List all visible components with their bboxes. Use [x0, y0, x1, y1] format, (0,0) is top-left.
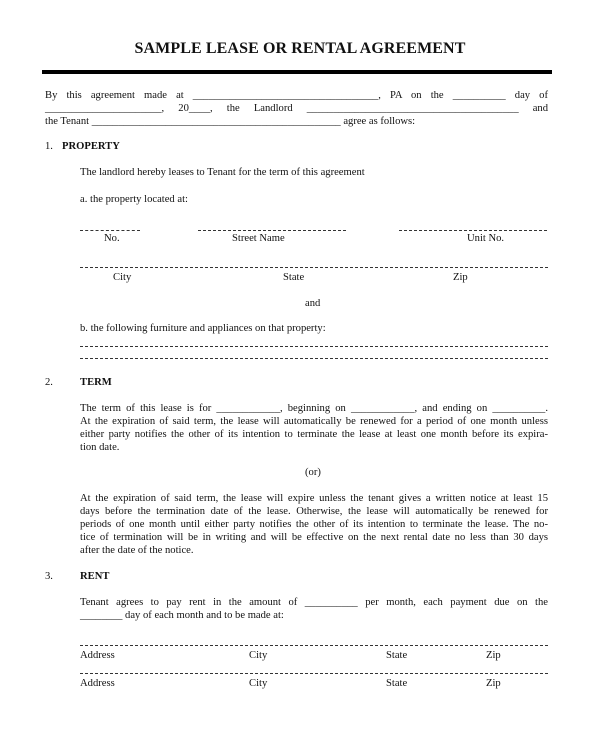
- label-address-2: Address: [80, 678, 115, 689]
- section-3-number: 3.: [45, 571, 53, 582]
- section-3-heading: RENT: [80, 571, 110, 582]
- intro-line-3: the Tenant _______________________________________________ agree as follows:: [45, 116, 416, 127]
- label-state-2: State: [386, 678, 408, 689]
- term-p1-line-3: either party notifies the other of its intention to terminate the lease at least one month before its expira-: [80, 429, 548, 440]
- no-blank-line[interactable]: [80, 230, 140, 231]
- furniture-blank-line-1[interactable]: [80, 346, 548, 347]
- section-1-heading: PROPERTY: [62, 141, 120, 152]
- term-p2-line-4: tice of termination will be in writing and will be effective on the next rental date no less than 30 days: [80, 532, 548, 543]
- term-p1-line-2: At the expiration of said term, the lease will automatically be renewed for a period of one month unless: [80, 416, 548, 427]
- rent-line-2: ________ day of each month and to be made at:: [80, 610, 284, 621]
- rent-line-1: Tenant agrees to pay rent in the amount of __________ per month, each payment due on the: [80, 597, 548, 608]
- city-state-zip-blank-line[interactable]: [80, 267, 548, 268]
- label-state-1: State: [386, 650, 408, 661]
- label-street-name: Street Name: [232, 233, 285, 244]
- label-city-1: City: [249, 650, 268, 661]
- section-2-heading: TERM: [80, 377, 112, 388]
- term-p1-line-4: tion date.: [80, 442, 120, 453]
- street-blank-line[interactable]: [198, 230, 346, 231]
- and-text: and: [305, 298, 321, 309]
- label-state: State: [283, 272, 305, 283]
- term-p2-line-5: after the date of the notice.: [80, 545, 194, 556]
- term-p2-line-3: periods of one month until either party notifies the other of its intention to terminate the lease. The no-: [80, 519, 548, 530]
- label-zip-2: Zip: [486, 678, 501, 689]
- label-city: City: [113, 272, 132, 283]
- title-rule: [42, 70, 552, 74]
- section-2-number: 2.: [45, 377, 53, 388]
- intro-line-1: By this agreement made at ___________________________________, PA on the __________ day of: [45, 90, 548, 101]
- section-1-number: 1.: [45, 141, 53, 152]
- term-p2-line-2: days before the termination date of the lease. Otherwise, the lease will automatically be renewed for: [80, 506, 548, 517]
- document-title: SAMPLE LEASE OR RENTAL AGREEMENT: [134, 40, 466, 57]
- term-p2-line-1: At the expiration of said term, the lease will expire unless the tenant gives a written notice at least 15: [80, 493, 548, 504]
- unit-blank-line[interactable]: [399, 230, 547, 231]
- address-blank-line-1[interactable]: [80, 645, 548, 646]
- term-p1-line-1: The term of this lease is for ____________, beginning on ____________, and ending on __________.: [80, 403, 548, 414]
- label-address-1: Address: [80, 650, 115, 661]
- label-city-2: City: [249, 678, 268, 689]
- furniture-blank-line-2[interactable]: [80, 358, 548, 359]
- section-1-text: The landlord hereby leases to Tenant for the term of this agreement: [80, 167, 365, 178]
- or-text: (or): [305, 467, 321, 478]
- section-1-item-a: a. the property located at:: [80, 194, 188, 205]
- label-no: No.: [104, 233, 120, 244]
- label-unit-no: Unit No.: [467, 233, 505, 244]
- label-zip: Zip: [453, 272, 468, 283]
- address-blank-line-2[interactable]: [80, 673, 548, 674]
- label-zip-1: Zip: [486, 650, 501, 661]
- section-1-item-b: b. the following furniture and appliances on that property:: [80, 323, 326, 334]
- intro-line-2: ______________________, 20____, the Landlord ________________________________________ and: [45, 103, 548, 114]
